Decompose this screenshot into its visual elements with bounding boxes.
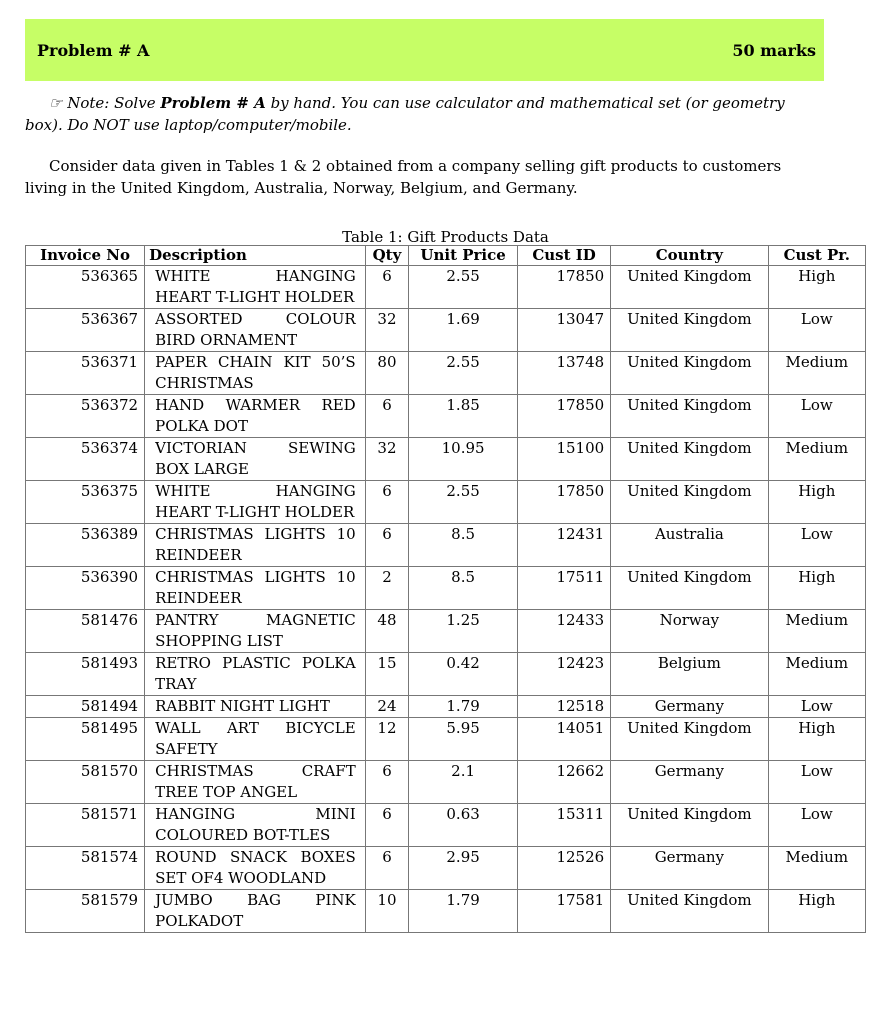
cell-unit-price: 2.95 xyxy=(409,847,518,890)
cell-cust-priority: High xyxy=(768,266,865,309)
cell-unit-price: 2.55 xyxy=(409,481,518,524)
cell-description: JUMBO BAG PINK POLKADOT xyxy=(145,890,366,933)
note-prefix: Note: Solve xyxy=(67,94,161,112)
cell-unit-price: 1.85 xyxy=(409,395,518,438)
cell-cust-id: 14051 xyxy=(517,718,610,761)
table-row xyxy=(26,524,866,567)
cell-country: United Kingdom xyxy=(611,567,768,610)
cell-invoice-no: 581476 xyxy=(26,610,145,653)
cell-qty: 80 xyxy=(365,352,409,395)
cell-country: United Kingdom xyxy=(611,266,768,309)
cell-cust-id: 12662 xyxy=(517,761,610,804)
cell-qty: 6 xyxy=(365,524,409,567)
cell-unit-price: 2.1 xyxy=(409,761,518,804)
col-description: Description xyxy=(145,246,366,266)
cell-qty: 6 xyxy=(365,395,409,438)
cell-cust-priority: Low xyxy=(768,696,865,718)
table-row xyxy=(26,567,866,610)
cell-qty: 6 xyxy=(365,847,409,890)
cell-invoice-no: 536371 xyxy=(26,352,145,395)
cell-invoice-no: 536374 xyxy=(26,438,145,481)
problem-title: Problem # A xyxy=(37,40,150,60)
intro-paragraph: Consider data given in Tables 1 & 2 obtained from a company selling gift products to customers living in the United Kingdom, Australia, Norway, Belgium, and Germany. xyxy=(25,157,782,197)
cell-cust-priority: High xyxy=(768,567,865,610)
cell-description: PAPER CHAIN KIT 50’S CHRISTMAS xyxy=(145,352,366,395)
cell-country: Norway xyxy=(611,610,768,653)
cell-country: Belgium xyxy=(611,653,768,696)
cell-qty: 48 xyxy=(365,610,409,653)
cell-description: WHITE HANGING HEART T-LIGHT HOLDER xyxy=(145,481,366,524)
table-row xyxy=(26,309,866,352)
cell-qty: 12 xyxy=(365,718,409,761)
marks-label: 50 marks xyxy=(732,40,816,60)
note-paragraph xyxy=(25,92,815,136)
col-cust-id: Cust ID xyxy=(517,246,610,266)
cell-description: WALL ART BICYCLE SAFETY xyxy=(145,718,366,761)
note-problem-ref: Problem # A xyxy=(160,94,266,112)
problem-header-banner xyxy=(25,19,824,81)
pointing-hand-icon: ☞ xyxy=(49,94,63,112)
cell-cust-id: 15100 xyxy=(517,438,610,481)
cell-cust-id: 15311 xyxy=(517,804,610,847)
cell-description: WHITE HANGING HEART T-LIGHT HOLDER xyxy=(145,266,366,309)
cell-country: United Kingdom xyxy=(611,804,768,847)
cell-country: United Kingdom xyxy=(611,352,768,395)
cell-cust-priority: Low xyxy=(768,524,865,567)
cell-country: United Kingdom xyxy=(611,481,768,524)
cell-invoice-no: 581570 xyxy=(26,761,145,804)
cell-description: CHRISTMAS CRAFT TREE TOP ANGEL xyxy=(145,761,366,804)
cell-unit-price: 1.25 xyxy=(409,610,518,653)
cell-unit-price: 2.55 xyxy=(409,352,518,395)
cell-invoice-no: 536367 xyxy=(26,309,145,352)
cell-qty: 6 xyxy=(365,804,409,847)
cell-qty: 6 xyxy=(365,761,409,804)
cell-cust-priority: Medium xyxy=(768,653,865,696)
cell-unit-price: 0.63 xyxy=(409,804,518,847)
table-row xyxy=(26,266,866,309)
table-caption: Table 1: Gift Products Data xyxy=(342,228,549,246)
cell-description: CHRISTMAS LIGHTS 10 REINDEER xyxy=(145,567,366,610)
col-unit-price: Unit Price xyxy=(409,246,518,266)
cell-description: CHRISTMAS LIGHTS 10 REINDEER xyxy=(145,524,366,567)
cell-unit-price: 1.79 xyxy=(409,890,518,933)
cell-cust-priority: High xyxy=(768,890,865,933)
cell-unit-price: 8.5 xyxy=(409,567,518,610)
cell-qty: 15 xyxy=(365,653,409,696)
cell-description: RABBIT NIGHT LIGHT xyxy=(145,696,366,718)
cell-invoice-no: 536372 xyxy=(26,395,145,438)
cell-invoice-no: 581574 xyxy=(26,847,145,890)
cell-country: Germany xyxy=(611,696,768,718)
cell-invoice-no: 536390 xyxy=(26,567,145,610)
cell-cust-id: 17850 xyxy=(517,395,610,438)
cell-invoice-no: 581495 xyxy=(26,718,145,761)
table-row xyxy=(26,890,866,933)
cell-country: United Kingdom xyxy=(611,395,768,438)
cell-cust-id: 17581 xyxy=(517,890,610,933)
cell-cust-priority: High xyxy=(768,718,865,761)
cell-country: United Kingdom xyxy=(611,309,768,352)
col-qty: Qty xyxy=(365,246,409,266)
cell-qty: 32 xyxy=(365,438,409,481)
cell-cust-priority: Medium xyxy=(768,847,865,890)
cell-cust-id: 12518 xyxy=(517,696,610,718)
cell-qty: 32 xyxy=(365,309,409,352)
cell-cust-priority: High xyxy=(768,481,865,524)
cell-description: VICTORIAN SEWING BOX LARGE xyxy=(145,438,366,481)
cell-invoice-no: 581571 xyxy=(26,804,145,847)
table-row xyxy=(26,481,866,524)
cell-cust-priority: Low xyxy=(768,309,865,352)
col-country: Country xyxy=(611,246,768,266)
cell-description: RETRO PLASTIC POLKA TRAY xyxy=(145,653,366,696)
table-row xyxy=(26,847,866,890)
cell-cust-id: 13047 xyxy=(517,309,610,352)
cell-qty: 10 xyxy=(365,890,409,933)
cell-unit-price: 2.55 xyxy=(409,266,518,309)
cell-cust-priority: Low xyxy=(768,804,865,847)
cell-invoice-no: 536375 xyxy=(26,481,145,524)
cell-description: PANTRY MAGNETIC SHOPPING LIST xyxy=(145,610,366,653)
cell-cust-id: 17850 xyxy=(517,481,610,524)
table-row xyxy=(26,352,866,395)
table-row xyxy=(26,761,866,804)
table-row xyxy=(26,653,866,696)
cell-description: HAND WARMER RED POLKA DOT xyxy=(145,395,366,438)
cell-invoice-no: 536389 xyxy=(26,524,145,567)
cell-cust-id: 12526 xyxy=(517,847,610,890)
table-row xyxy=(26,395,866,438)
col-cust-priority: Cust Pr. xyxy=(768,246,865,266)
cell-cust-priority: Medium xyxy=(768,610,865,653)
table-row xyxy=(26,718,866,761)
cell-unit-price: 10.95 xyxy=(409,438,518,481)
cell-unit-price: 1.69 xyxy=(409,309,518,352)
cell-country: United Kingdom xyxy=(611,438,768,481)
cell-description: ROUND SNACK BOXES SET OF4 WOODLAND xyxy=(145,847,366,890)
cell-cust-id: 17850 xyxy=(517,266,610,309)
cell-country: Germany xyxy=(611,761,768,804)
table-row xyxy=(26,804,866,847)
gift-products-table xyxy=(25,245,866,933)
cell-description: ASSORTED COLOUR BIRD ORNAMENT xyxy=(145,309,366,352)
cell-qty: 6 xyxy=(365,481,409,524)
table-row xyxy=(26,438,866,481)
cell-description: HANGING MINI COLOURED BOT-TLES xyxy=(145,804,366,847)
cell-invoice-no: 581494 xyxy=(26,696,145,718)
cell-invoice-no: 581493 xyxy=(26,653,145,696)
cell-country: United Kingdom xyxy=(611,718,768,761)
cell-cust-priority: Medium xyxy=(768,438,865,481)
cell-cust-id: 13748 xyxy=(517,352,610,395)
cell-qty: 6 xyxy=(365,266,409,309)
cell-qty: 2 xyxy=(365,567,409,610)
cell-unit-price: 1.79 xyxy=(409,696,518,718)
cell-cust-id: 17511 xyxy=(517,567,610,610)
cell-country: Australia xyxy=(611,524,768,567)
cell-country: Germany xyxy=(611,847,768,890)
note-text: by hand. You can use calculator and mathematical set (or geometry box). Do NOT use laptop/computer/mobile. xyxy=(25,94,785,134)
cell-cust-id: 12423 xyxy=(517,653,610,696)
cell-unit-price: 8.5 xyxy=(409,524,518,567)
table-row xyxy=(26,696,866,718)
col-invoice-no: Invoice No xyxy=(26,246,145,266)
cell-qty: 24 xyxy=(365,696,409,718)
cell-unit-price: 0.42 xyxy=(409,653,518,696)
cell-country: United Kingdom xyxy=(611,890,768,933)
cell-cust-id: 12431 xyxy=(517,524,610,567)
cell-unit-price: 5.95 xyxy=(409,718,518,761)
cell-cust-priority: Medium xyxy=(768,352,865,395)
cell-invoice-no: 581579 xyxy=(26,890,145,933)
cell-cust-priority: Low xyxy=(768,395,865,438)
table-row xyxy=(26,610,866,653)
table-header-row xyxy=(26,246,866,266)
cell-cust-id: 12433 xyxy=(517,610,610,653)
cell-cust-priority: Low xyxy=(768,761,865,804)
cell-invoice-no: 536365 xyxy=(26,266,145,309)
